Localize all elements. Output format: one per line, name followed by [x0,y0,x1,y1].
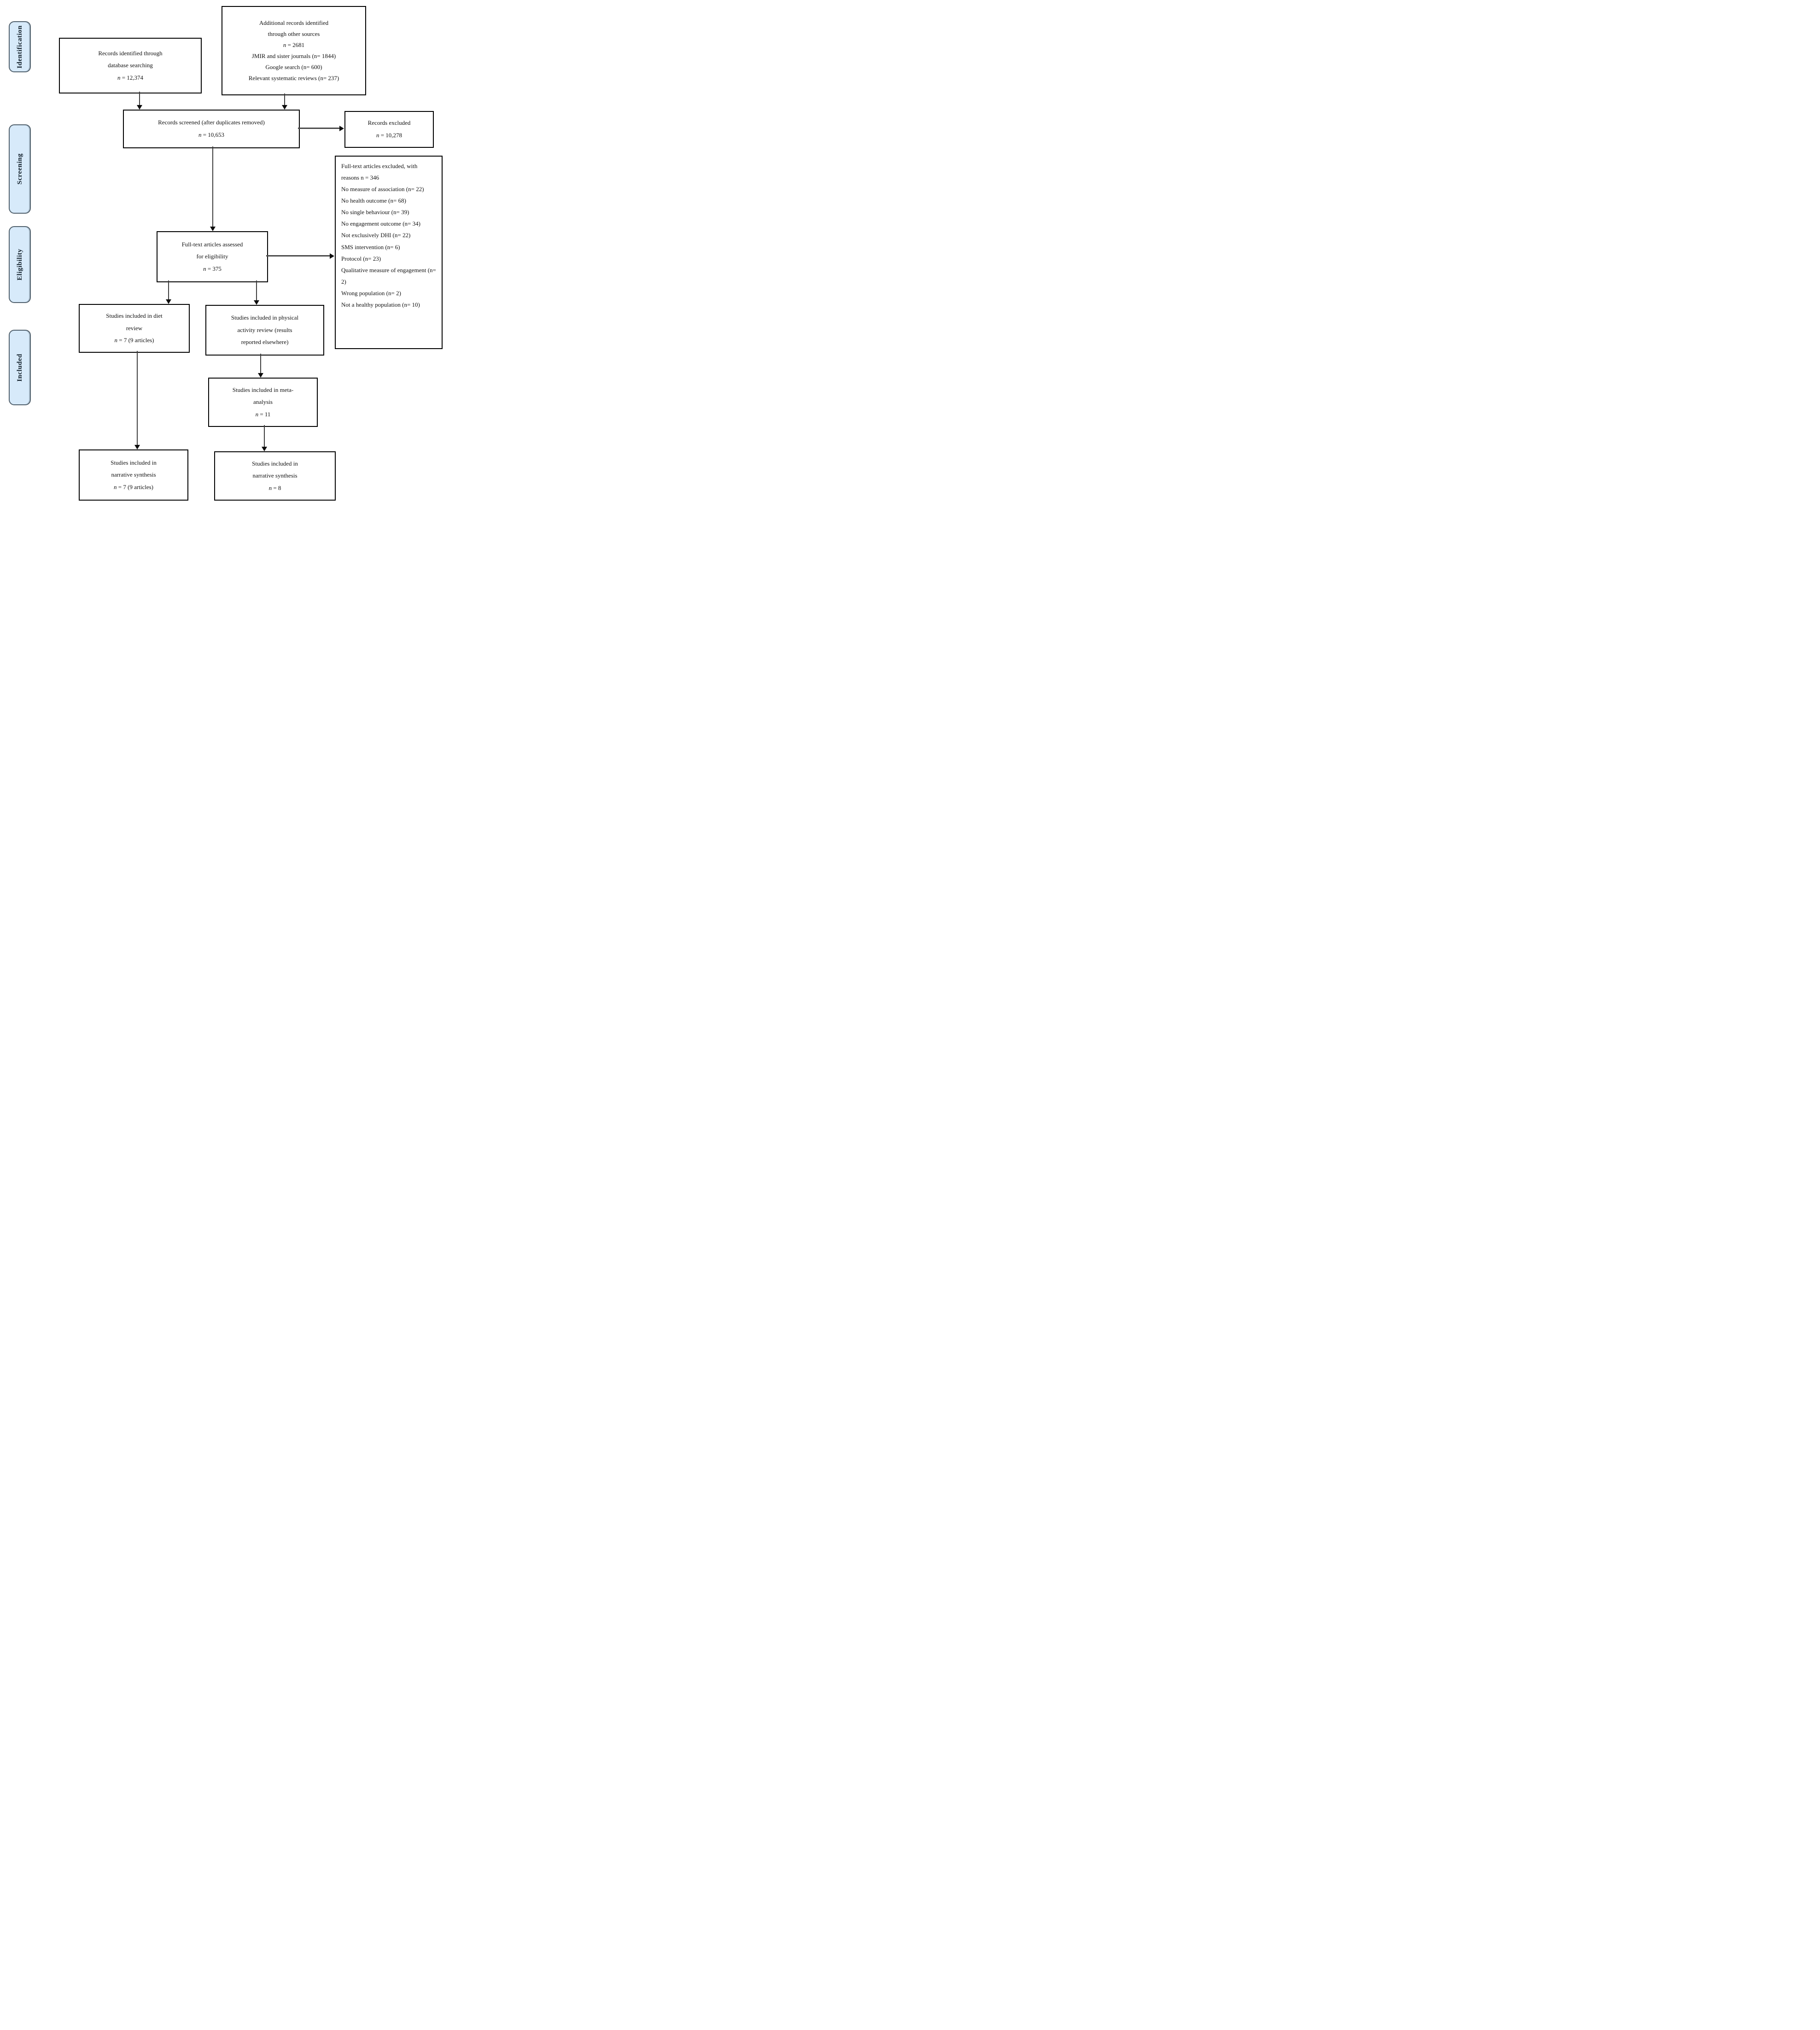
box-narrative-synthesis-diet [79,449,188,501]
box-line: n = 12,374 [117,74,144,81]
box-line: No single behaviour (n= 39) [341,209,409,216]
arrow-pa-to-meta [260,354,261,373]
box-full-text-assessed [157,231,268,282]
box-line: Relevant systematic reviews (n= 237) [248,75,339,82]
box-line: through other sources [268,30,320,37]
box-line: JMIR and sister journals (n= 1844) [251,52,336,59]
box-line: for eligibility [196,253,228,260]
box-line: n = 7 (9 articles) [113,483,154,490]
box-line: n = 10,653 [198,131,225,138]
arrow-fulltext-to-diet [168,280,169,300]
box-physical-activity-review [205,305,324,356]
box-line: Studies included in meta- [232,386,294,393]
box-line: No measure of association (n= 22) [341,186,424,193]
box-line: Studies included in physical [231,314,299,321]
box-line: Studies included in diet [106,312,163,320]
box-line: Google search (n= 600) [265,64,322,71]
box-line: narrative synthesis [111,471,156,478]
box-line: activity review (results [237,326,292,333]
box-line: No engagement outcome (n= 34) [341,220,420,228]
box-records-identified [59,38,202,93]
box-line: Not exclusively DHI (n= 22) [341,232,411,239]
arrow-additional-to-screened [284,93,285,105]
box-line: n = 2681 [283,41,305,48]
box-line: Protocol (n= 23) [341,255,381,262]
box-line: n = 10,278 [376,132,402,139]
box-line: analysis [253,398,273,406]
box-line: Records screened (after duplicates removed) [158,119,265,126]
stage-label-screening-text: Screening [16,153,23,185]
box-line: Not a healthy population (n= 10) [341,301,420,308]
box-line: n = 8 [268,484,281,491]
box-line: SMS intervention (n= 6) [341,243,400,251]
box-line: n = 11 [255,410,271,418]
stage-label-screening [9,124,31,214]
arrow-diet-to-narrative-diet [137,351,138,445]
box-line: narrative synthesis [252,472,298,479]
stage-label-identification [9,21,31,72]
box-diet-review [79,304,190,353]
box-narrative-synthesis-pa [214,451,336,501]
arrow-fulltext-to-excluded [266,255,331,257]
box-records-screened [123,110,300,148]
stage-label-identification-text: Identification [16,25,23,69]
arrow-identified-to-screened [139,92,140,105]
box-additional-records [222,6,366,95]
stage-label-eligibility [9,226,31,303]
box-line: review [126,324,143,332]
arrow-screened-to-fulltext [212,146,213,227]
box-line: Additional records identified [259,19,329,26]
stage-label-included [9,330,31,405]
box-meta-analysis [208,378,318,427]
box-line: Studies included in [111,459,157,466]
box-full-text-excluded [335,156,443,349]
box-records-excluded [344,111,434,148]
stage-label-eligibility-text: Eligibility [16,249,23,280]
box-line: Wrong population (n= 2) [341,289,401,297]
arrow-meta-to-narrative-pa [264,425,265,447]
box-line: Full-text articles assessed [181,240,243,248]
arrow-screened-to-excluded [298,128,340,129]
box-line: No health outcome (n= 68) [341,197,406,204]
box-line: Full-text articles excluded, with reasons n = 346 [341,163,418,181]
box-line: reported elsewhere) [241,338,289,346]
box-line: Studies included in [252,460,298,467]
arrow-fulltext-to-pa [256,280,257,301]
box-line: Qualitative measure of engagement (n= 2) [341,266,436,285]
box-line: n = 375 [203,265,222,272]
stage-label-included-text: Included [16,353,23,382]
prisma-flow-diagram [0,0,455,508]
box-line: n = 7 (9 articles) [114,337,154,344]
box-line: Records excluded [368,119,411,127]
box-line: Records identified through [98,49,163,57]
box-line: database searching [108,62,153,69]
